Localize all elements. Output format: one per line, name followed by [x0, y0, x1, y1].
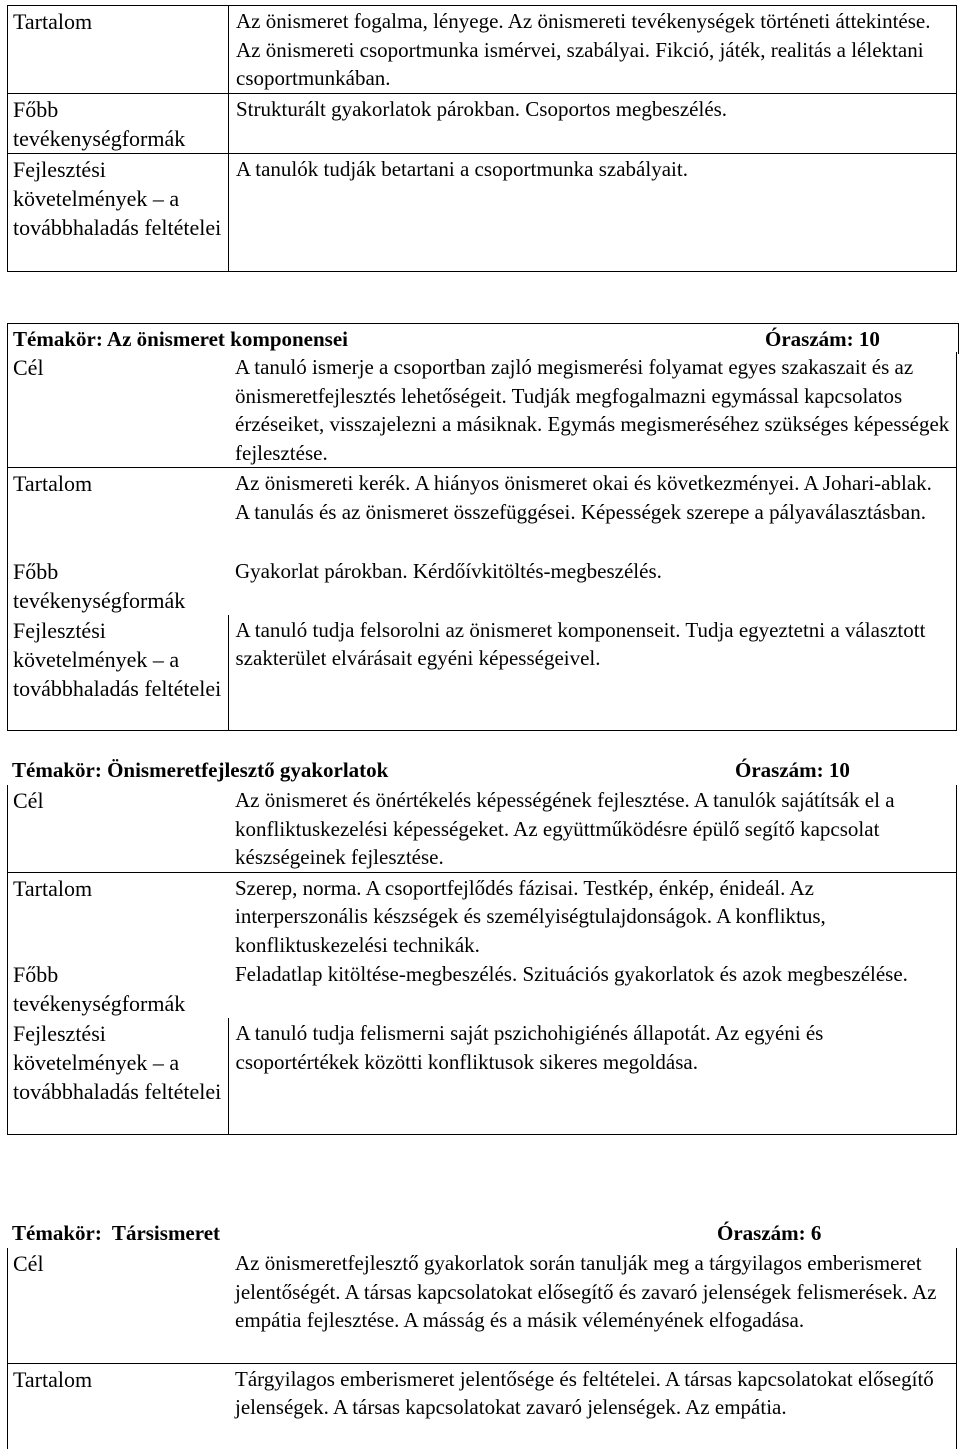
row-label: Főbb tevékenységformák — [8, 959, 229, 1018]
topic-title: Témakör: Önismeretfejlesztő gyakorlatok — [12, 758, 389, 782]
row-value: A tanuló tudja felismerni saját pszichohigiénés állapotát. Az egyéni és csoportértékek közötti konfliktusok sikeres megoldása. — [228, 1018, 957, 1134]
row-label: Főbb tevékenységformák — [8, 556, 229, 615]
row-value: Az önismeretfejlesztő gyakorlatok során tanulják meg a tárgyilagos emberismeret jelentőségét. A társas kapcsolatokat elősegítő és zavaró jelenségek felismerések. Az empátia fejlesztése. A másság és a másik véleményének elfogadása. — [228, 1248, 957, 1363]
topic-hours: Óraszám: 6 — [717, 1221, 822, 1245]
topic-header — [7, 1218, 957, 1248]
row-label: Tartalom — [8, 6, 229, 94]
row-label: Főbb tevékenységformák — [8, 93, 229, 153]
row-value: Az önismereti kerék. A hiányos önismeret okai és következményei. A Johari-ablak. A tanulás és az önismeret összefüggései. Képességek szerepe a pályaválasztásban. — [228, 468, 957, 556]
row-label: Tartalom — [8, 468, 229, 556]
table-row — [8, 468, 957, 556]
topic-hours: Óraszám: 10 — [735, 758, 850, 782]
row-label: Fejlesztési követelmények – a továbbhaladás feltételei — [8, 153, 229, 271]
table-row — [8, 1018, 957, 1134]
table-row — [8, 785, 957, 872]
table-row — [8, 959, 957, 1018]
table-row — [8, 93, 957, 153]
topic-table — [7, 352, 957, 731]
table-row — [8, 872, 957, 959]
row-label: Cél — [8, 1248, 229, 1363]
row-value: A tanulók tudják betartani a csoportmunka szabályait. — [229, 153, 957, 271]
row-label: Cél — [8, 785, 229, 872]
topic-table — [7, 1248, 957, 1449]
row-value: Gyakorlat párokban. Kérdőívkitöltés-megbeszélés. — [228, 556, 957, 615]
topic-header — [7, 323, 959, 354]
topic-table-intro — [7, 5, 957, 272]
row-value: A tanuló ismerje a csoportban zajló megismerési folyamat egyes szakaszait és az önismeretfejlesztés lehetőségeit. Tudják megfogalmazni egymással kapcsolatos érzéseiket, visszajelezni a másiknak. Egymás megismeréséhez szükséges képességek fejlesztése. — [228, 352, 957, 468]
table-row — [8, 615, 957, 731]
row-value: Tárgyilagos emberismeret jelentősége és feltételei. A társas kapcsolatokat elősegítő jelenségek. A társas kapcsolatokat zavaró jelenségek. Az empátia. — [228, 1363, 957, 1449]
row-label: Tartalom — [8, 1363, 229, 1449]
row-value: Strukturált gyakorlatok párokban. Csoportos megbeszélés. — [229, 93, 957, 153]
topic-header — [7, 755, 957, 785]
row-label: Fejlesztési követelmények – a továbbhaladás feltételei — [8, 1018, 229, 1134]
row-value: Feladatlap kitöltése-megbeszélés. Szituációs gyakorlatok és azok megbeszélése. — [228, 959, 957, 1018]
table-row — [8, 1363, 957, 1449]
topic-title: Témakör: Az önismeret komponensei — [13, 327, 349, 351]
table-row — [8, 1248, 957, 1363]
table-row — [8, 153, 957, 271]
table-row — [8, 6, 957, 94]
row-value: Szerep, norma. A csoportfejlődés fázisai. Testkép, énkép, énideál. Az interperszonális készségek és személyiségtulajdonságok. A konfliktus, konfliktuskezelési technikák. — [228, 872, 957, 959]
table-row — [8, 352, 957, 468]
topic-hours: Óraszám: 10 — [765, 327, 880, 351]
row-label: Tartalom — [8, 872, 229, 959]
table-row — [8, 556, 957, 615]
topic-table — [7, 785, 957, 1135]
row-label: Cél — [8, 352, 229, 468]
row-value: A tanuló tudja felsorolni az önismeret komponenseit. Tudja egyeztetni a választott szakterület elvárásait egyéni képességeivel. — [228, 615, 957, 731]
row-value: Az önismeret fogalma, lényege. Az önismereti tevékenységek történeti áttekintése. Az önismereti csoportmunka ismérvei, szabályai. Fikció, játék, realitás a lélektani csoportmunkában. — [229, 6, 957, 94]
row-value: Az önismeret és önértékelés képességének fejlesztése. A tanulók sajátítsák el a konfliktuskezelési képességeket. Az együttműködésre épülő segítő kapcsolat készségeinek fejlesztése. — [228, 785, 957, 872]
topic-title: Témakör: Társismeret — [12, 1221, 221, 1245]
row-label: Fejlesztési követelmények – a továbbhaladás feltételei — [8, 615, 229, 731]
